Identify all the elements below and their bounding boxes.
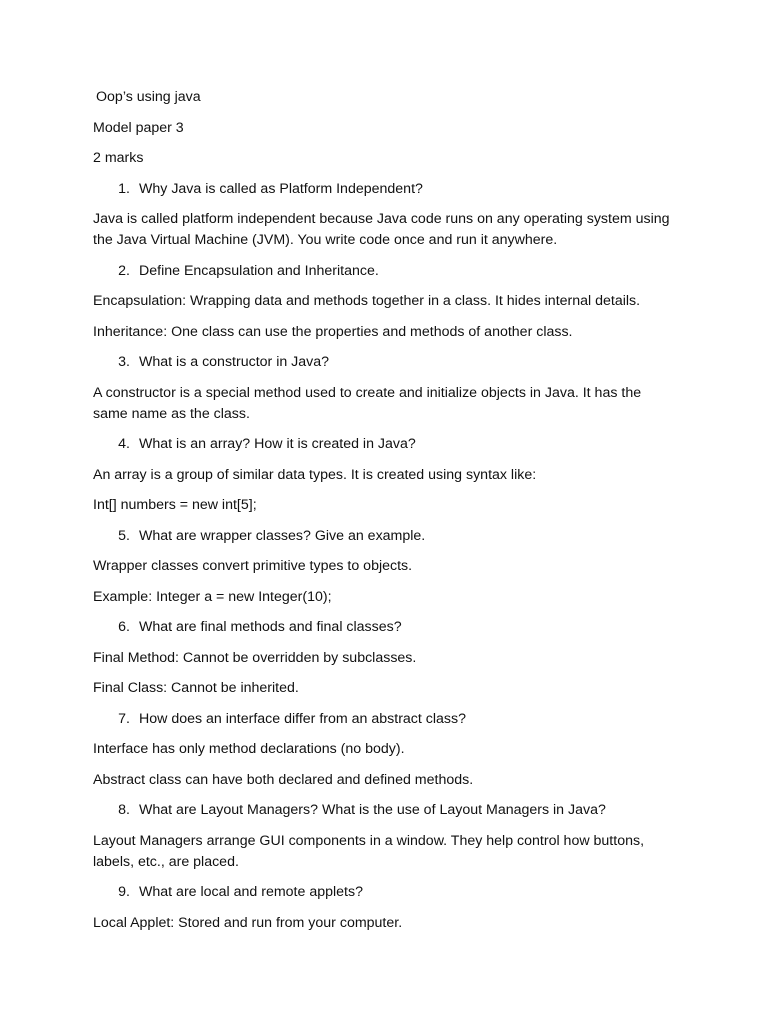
document-body bbox=[93, 87, 678, 943]
question-block-5 bbox=[93, 526, 678, 608]
question-number: 3. bbox=[118, 354, 130, 370]
question-block-3 bbox=[93, 352, 678, 425]
question-item bbox=[93, 261, 678, 282]
question-number: 9. bbox=[118, 884, 130, 900]
answer-paragraph: Inheritance: One class can use the properties and methods of another class. bbox=[93, 323, 573, 340]
question-number: 8. bbox=[118, 802, 130, 818]
question-block-9 bbox=[93, 882, 678, 934]
answer-paragraph: Local Applet: Stored and run from your computer. bbox=[93, 914, 403, 931]
question-block-7 bbox=[93, 709, 678, 791]
answer-paragraph: An array is a group of similar data types. It is created using syntax like: bbox=[93, 466, 537, 483]
question-text: Define Encapsulation and Inheritance. bbox=[139, 262, 379, 279]
question-text: Why Java is called as Platform Independent? bbox=[139, 180, 423, 197]
question-number: 2. bbox=[118, 262, 130, 279]
question-item bbox=[93, 352, 678, 373]
question-item bbox=[93, 882, 678, 903]
question-block-2 bbox=[93, 261, 678, 343]
answer-paragraph: A constructor is a special method used to create and initialize objects in Java. It has the same name as the class. bbox=[93, 384, 642, 422]
question-text: What is an array? How it is created in Java? bbox=[139, 436, 416, 452]
question-number: 4. bbox=[118, 436, 130, 452]
question-item bbox=[93, 617, 678, 638]
answer-paragraph: Final Method: Cannot be overridden by subclasses. bbox=[93, 649, 417, 666]
answer-paragraph: Final Class: Cannot be inherited. bbox=[93, 680, 299, 696]
question-block-4 bbox=[93, 434, 678, 516]
answer-paragraph: Wrapper classes convert primitive types to objects. bbox=[93, 558, 413, 574]
question-item bbox=[93, 179, 678, 200]
question-number: 1. bbox=[118, 180, 130, 197]
question-text: What are wrapper classes? Give an example. bbox=[139, 527, 426, 544]
question-number: 6. bbox=[118, 619, 130, 635]
question-item bbox=[93, 434, 678, 455]
answer-paragraph: Interface has only method declarations (no body). bbox=[93, 741, 405, 757]
document-title: Oop’s using java bbox=[96, 89, 201, 105]
answer-paragraph: Java is called platform independent because Java code runs on any operating system using the Java Virtual Machine (JVM). You write code once and run it anywhere. bbox=[93, 211, 670, 248]
question-number: 5. bbox=[118, 527, 130, 544]
question-block-1 bbox=[93, 179, 678, 252]
answer-paragraph: Layout Managers arrange GUI components in a window. They help control how buttons, labels, etc., are placed. bbox=[93, 832, 645, 870]
question-block-8 bbox=[93, 800, 678, 873]
answer-paragraph: Encapsulation: Wrapping data and methods together in a class. It hides internal details. bbox=[93, 293, 641, 309]
question-item bbox=[93, 709, 678, 730]
question-block-6 bbox=[93, 617, 678, 699]
question-text: How does an interface differ from an abstract class? bbox=[139, 710, 466, 727]
answer-paragraph: Int[] numbers = new int[5]; bbox=[93, 497, 257, 513]
question-number: 7. bbox=[118, 710, 130, 727]
question-text: What is a constructor in Java? bbox=[139, 354, 330, 370]
question-text: What are local and remote applets? bbox=[139, 884, 363, 900]
question-item bbox=[93, 526, 678, 547]
answer-paragraph: Example: Integer a = new Integer(10); bbox=[93, 588, 332, 605]
question-text: What are final methods and final classes? bbox=[139, 619, 402, 635]
document-subtitle: Model paper 3 bbox=[93, 119, 184, 136]
question-text: What are Layout Managers? What is the use of Layout Managers in Java? bbox=[139, 802, 606, 818]
section-heading: 2 marks bbox=[93, 150, 144, 166]
question-item bbox=[93, 800, 678, 821]
answer-paragraph: Abstract class can have both declared and defined methods. bbox=[93, 771, 474, 788]
